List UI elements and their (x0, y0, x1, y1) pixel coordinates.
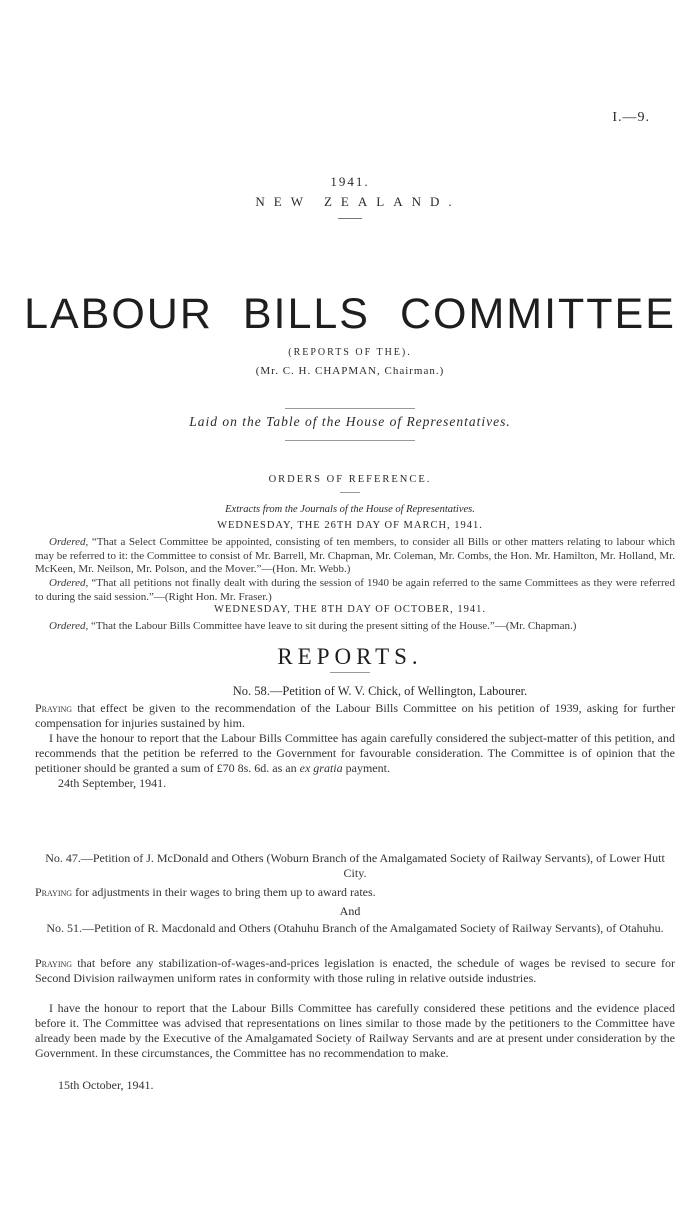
country-heading: NEW ZEALAND. (255, 194, 461, 209)
petition-58-report-a: I have the honour to report that the Labour Bills Committee has again carefully considered the subject-matter of this petition, and recommends that the petition be referred to the Government for favourable consideration. The Committee is of opinion that the petitioner should be granted a sum of £70 8s. 6d. as an (35, 731, 675, 775)
ordered-label: Ordered, (49, 536, 89, 548)
page-reference: I.—9. (612, 110, 650, 125)
petition-47-praying (35, 885, 675, 900)
petition-58-report-b: payment. (345, 761, 390, 775)
petition-58-heading: No. 58.—Petition of W. V. Chick, of Wellington, Labourer. (232, 684, 528, 698)
petition-58-date: 24th September, 1941. (58, 776, 167, 790)
ordered-label-3: Ordered, (49, 620, 89, 632)
petition-51-heading: No. 51.—Petition of R. Macdonald and Others (Otahuhu Branch of the Amalgamated Society of Railway Servants), of Otahuhu. (46, 921, 664, 935)
reports-heading: REPORTS. (277, 644, 423, 669)
petition-47-heading: No. 47.—Petition of J. McDonald and Others (Woburn Branch of the Amalgamated Society of Railway Servants), of Lower Hutt City. (45, 851, 665, 880)
order1-paragraph (35, 536, 675, 577)
praying-label: Praying (35, 701, 73, 715)
year-heading: 1941. (330, 174, 370, 189)
ordered-label-2: Ordered, (49, 577, 89, 589)
and-separator: And (339, 904, 361, 918)
order2-paragraph (35, 620, 675, 634)
petition-58-praying-text: that effect be given to the recommendation of the Labour Bills Committee on his petition of 1939, asking for further compensation for injuries sustained by him. (35, 701, 675, 730)
document-title: LABOUR BILLS COMMITTEE (24, 290, 676, 338)
order1b-paragraph (35, 577, 675, 604)
orders-rule (340, 492, 360, 493)
document-subtitle: (REPORTS OF THE). (288, 347, 412, 358)
order1-date: WEDNESDAY, THE 26TH DAY OF MARCH, 1941. (217, 520, 483, 531)
petition-51-date: 15th October, 1941. (58, 1078, 154, 1092)
journal-extracts: Extracts from the Journals of the House of Representatives. (225, 504, 475, 515)
petition-51-report (35, 1001, 675, 1061)
petition-58-praying (35, 701, 675, 731)
short-rule (338, 218, 362, 219)
rule-top (285, 408, 415, 409)
laid-on-table: Laid on the Table of the House of Representatives. (189, 414, 511, 429)
orders-heading: ORDERS OF REFERENCE. (268, 474, 432, 485)
ex-gratia: ex gratia (299, 761, 343, 775)
order1-text: “That a Select Committee be appointed, consisting of ten members, to consider all Bills or other matters relating to labour which may be referred to it: the Committee to consist of Mr. Barrell, Mr. Chapman, Mr. Coleman, Mr. Combs, the Hon. Mr. Hamilton, Mr. Holland, Mr. McKeen, Mr. Neilson, Mr. Polson, and the Mover.”—(Hon. Mr. Webb.) (35, 536, 675, 576)
petition-58-report (35, 731, 675, 776)
rule-bottom (285, 440, 415, 441)
order2-date: WEDNESDAY, THE 8TH DAY OF OCTOBER, 1941. (214, 604, 486, 615)
order2-text: “That the Labour Bills Committee have leave to sit during the present sitting of the House.”—(Mr. Chapman.) (90, 620, 577, 632)
petition-47-praying-text: for adjustments in their wages to bring them up to award rates. (75, 885, 376, 899)
order1b-text: “That all petitions not finally dealt with during the session of 1940 be again referred to the same Committees as they were referred to during the said session.”—(Right Hon. Mr. Fraser.) (35, 577, 676, 603)
praying-label-2: Praying (35, 885, 73, 899)
chairman-line: (Mr. C. H. CHAPMAN, Chairman.) (255, 365, 445, 377)
reports-rule (330, 672, 370, 673)
petition-51-praying-text: that before any stabilization-of-wages-and-prices legislation is enacted, the schedule of wages be revised to secure for Second Division railwaymen uniform rates in conformity with those ruling in relative outside industries. (35, 956, 675, 985)
petition-51-praying (35, 956, 675, 986)
petition-51-report-text: I have the honour to report that the Labour Bills Committee has carefully considered these petitions and the evidence placed before it. The Committee was advised that representations on lines similar to those made by the petitioners to the Committee have already been made by the Executive of the Amalgamated Society of Railway Servants and are at present under consideration by the Government. In these circumstances, the Committee has no recommendation to make. (35, 1001, 675, 1060)
praying-label-3: Praying (35, 956, 73, 970)
